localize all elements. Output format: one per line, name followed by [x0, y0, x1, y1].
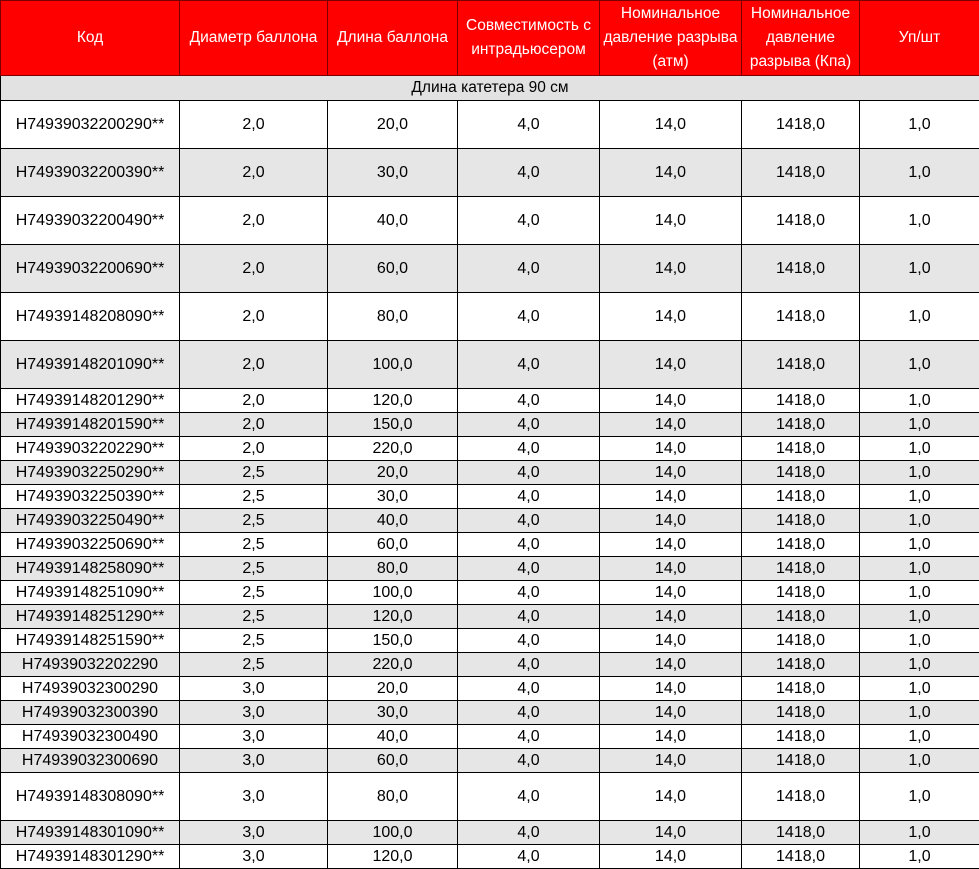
- table-row: [1, 749, 979, 773]
- cell-pack-qty: 1,0: [860, 341, 979, 389]
- cell-diameter: 2,0: [180, 293, 328, 341]
- cell-pressure-atm: 14,0: [600, 533, 742, 557]
- cell-pressure-kpa: 1418,0: [742, 821, 860, 845]
- cell-length: 150,0: [328, 629, 458, 653]
- table-row: [1, 605, 979, 629]
- cell-code: H74939032200390**: [1, 149, 180, 197]
- header-balloon-diameter: Диаметр баллона: [180, 1, 328, 76]
- header-introducer-compatibility: Совместимость с интрадьюсером: [458, 1, 600, 76]
- cell-length: 100,0: [328, 821, 458, 845]
- cell-pack-qty: 1,0: [860, 629, 979, 653]
- header-burst-pressure-atm: Номинальное давление разрыва (атм): [600, 1, 742, 76]
- cell-pressure-kpa: 1418,0: [742, 653, 860, 677]
- cell-code: H74939148301090**: [1, 821, 180, 845]
- table-row: [1, 581, 979, 605]
- cell-pack-qty: 1,0: [860, 389, 979, 413]
- table-row: [1, 677, 979, 701]
- cell-code: H74939032200690**: [1, 245, 180, 293]
- cell-pressure-kpa: 1418,0: [742, 533, 860, 557]
- cell-pressure-atm: 14,0: [600, 341, 742, 389]
- table-row: [1, 557, 979, 581]
- cell-diameter: 2,5: [180, 629, 328, 653]
- cell-length: 120,0: [328, 845, 458, 869]
- cell-pack-qty: 1,0: [860, 197, 979, 245]
- cell-diameter: 2,0: [180, 149, 328, 197]
- cell-diameter: 3,0: [180, 749, 328, 773]
- cell-pressure-atm: 14,0: [600, 437, 742, 461]
- cell-length: 30,0: [328, 149, 458, 197]
- cell-code: H74939032200290**: [1, 101, 180, 149]
- cell-compatibility: 4,0: [458, 605, 600, 629]
- table-row: [1, 821, 979, 845]
- table-row: [1, 629, 979, 653]
- cell-code: H74939148201090**: [1, 341, 180, 389]
- cell-code: H74939148308090**: [1, 773, 180, 821]
- cell-pack-qty: 1,0: [860, 533, 979, 557]
- cell-length: 40,0: [328, 509, 458, 533]
- cell-pressure-atm: 14,0: [600, 845, 742, 869]
- cell-pack-qty: 1,0: [860, 749, 979, 773]
- cell-diameter: 3,0: [180, 845, 328, 869]
- cell-pack-qty: 1,0: [860, 701, 979, 725]
- cell-pack-qty: 1,0: [860, 725, 979, 749]
- cell-pressure-kpa: 1418,0: [742, 845, 860, 869]
- cell-code: H74939032300490: [1, 725, 180, 749]
- table-row: [1, 389, 979, 413]
- cell-compatibility: 4,0: [458, 557, 600, 581]
- cell-pack-qty: 1,0: [860, 149, 979, 197]
- cell-code: H74939032300690: [1, 749, 180, 773]
- cell-pack-qty: 1,0: [860, 485, 979, 509]
- cell-code: H74939032300390: [1, 701, 180, 725]
- cell-pressure-kpa: 1418,0: [742, 509, 860, 533]
- cell-pack-qty: 1,0: [860, 677, 979, 701]
- cell-compatibility: 4,0: [458, 821, 600, 845]
- cell-pack-qty: 1,0: [860, 605, 979, 629]
- section-row: [1, 76, 979, 101]
- cell-diameter: 2,5: [180, 605, 328, 629]
- cell-pressure-kpa: 1418,0: [742, 557, 860, 581]
- cell-pressure-atm: 14,0: [600, 581, 742, 605]
- cell-pressure-atm: 14,0: [600, 725, 742, 749]
- cell-pack-qty: 1,0: [860, 293, 979, 341]
- cell-pressure-kpa: 1418,0: [742, 461, 860, 485]
- cell-compatibility: 4,0: [458, 677, 600, 701]
- table-row: [1, 701, 979, 725]
- cell-pack-qty: 1,0: [860, 461, 979, 485]
- cell-diameter: 3,0: [180, 821, 328, 845]
- cell-code: H74939032250690**: [1, 533, 180, 557]
- table-row: [1, 149, 979, 197]
- cell-length: 60,0: [328, 533, 458, 557]
- cell-length: 120,0: [328, 389, 458, 413]
- cell-compatibility: 4,0: [458, 101, 600, 149]
- cell-code: H74939148258090**: [1, 557, 180, 581]
- cell-pressure-atm: 14,0: [600, 509, 742, 533]
- cell-pressure-atm: 14,0: [600, 677, 742, 701]
- cell-diameter: 2,0: [180, 437, 328, 461]
- cell-pressure-kpa: 1418,0: [742, 485, 860, 509]
- cell-code: H74939032250390**: [1, 485, 180, 509]
- cell-diameter: 3,0: [180, 773, 328, 821]
- cell-pressure-kpa: 1418,0: [742, 413, 860, 437]
- header-burst-pressure-kpa: Номинальное давление разрыва (Кпа): [742, 1, 860, 76]
- cell-compatibility: 4,0: [458, 773, 600, 821]
- cell-compatibility: 4,0: [458, 581, 600, 605]
- cell-compatibility: 4,0: [458, 725, 600, 749]
- cell-pressure-atm: 14,0: [600, 389, 742, 413]
- cell-pressure-kpa: 1418,0: [742, 341, 860, 389]
- table-row: [1, 245, 979, 293]
- cell-length: 80,0: [328, 293, 458, 341]
- header-code: Код: [1, 1, 180, 76]
- cell-length: 20,0: [328, 461, 458, 485]
- cell-length: 60,0: [328, 749, 458, 773]
- table-row: [1, 845, 979, 869]
- cell-diameter: 3,0: [180, 725, 328, 749]
- cell-compatibility: 4,0: [458, 245, 600, 293]
- cell-length: 150,0: [328, 413, 458, 437]
- cell-length: 120,0: [328, 605, 458, 629]
- cell-code: H74939148208090**: [1, 293, 180, 341]
- cell-length: 40,0: [328, 197, 458, 245]
- table-row: [1, 653, 979, 677]
- cell-pressure-kpa: 1418,0: [742, 581, 860, 605]
- cell-length: 220,0: [328, 653, 458, 677]
- table-row: [1, 437, 979, 461]
- cell-pack-qty: 1,0: [860, 845, 979, 869]
- cell-diameter: 2,5: [180, 557, 328, 581]
- cell-pressure-kpa: 1418,0: [742, 725, 860, 749]
- cell-compatibility: 4,0: [458, 389, 600, 413]
- cell-diameter: 2,0: [180, 413, 328, 437]
- cell-pack-qty: 1,0: [860, 821, 979, 845]
- cell-pack-qty: 1,0: [860, 773, 979, 821]
- cell-pressure-atm: 14,0: [600, 557, 742, 581]
- cell-pressure-atm: 14,0: [600, 773, 742, 821]
- cell-pressure-kpa: 1418,0: [742, 629, 860, 653]
- table-row: [1, 197, 979, 245]
- cell-pressure-kpa: 1418,0: [742, 749, 860, 773]
- cell-pressure-atm: 14,0: [600, 293, 742, 341]
- cell-pressure-kpa: 1418,0: [742, 197, 860, 245]
- cell-code: H74939148201590**: [1, 413, 180, 437]
- cell-diameter: 3,0: [180, 701, 328, 725]
- table-row: [1, 509, 979, 533]
- cell-pressure-atm: 14,0: [600, 485, 742, 509]
- cell-length: 220,0: [328, 437, 458, 461]
- table-row: [1, 293, 979, 341]
- cell-length: 80,0: [328, 557, 458, 581]
- table-row: [1, 485, 979, 509]
- table-row: [1, 725, 979, 749]
- cell-pressure-atm: 14,0: [600, 149, 742, 197]
- cell-compatibility: 4,0: [458, 341, 600, 389]
- cell-code: H74939032250490**: [1, 509, 180, 533]
- cell-pressure-kpa: 1418,0: [742, 773, 860, 821]
- cell-length: 60,0: [328, 245, 458, 293]
- header-balloon-length: Длина баллона: [328, 1, 458, 76]
- cell-pack-qty: 1,0: [860, 581, 979, 605]
- cell-pack-qty: 1,0: [860, 101, 979, 149]
- cell-length: 30,0: [328, 701, 458, 725]
- cell-pressure-atm: 14,0: [600, 629, 742, 653]
- cell-diameter: 3,0: [180, 677, 328, 701]
- cell-pressure-atm: 14,0: [600, 461, 742, 485]
- cell-compatibility: 4,0: [458, 533, 600, 557]
- cell-pressure-atm: 14,0: [600, 749, 742, 773]
- table-row: [1, 461, 979, 485]
- cell-code: H74939032200490**: [1, 197, 180, 245]
- cell-length: 20,0: [328, 677, 458, 701]
- cell-length: 100,0: [328, 341, 458, 389]
- header-row: [1, 1, 979, 76]
- cell-pack-qty: 1,0: [860, 557, 979, 581]
- cell-pressure-atm: 14,0: [600, 413, 742, 437]
- cell-pressure-atm: 14,0: [600, 605, 742, 629]
- cell-compatibility: 4,0: [458, 629, 600, 653]
- table-row: [1, 533, 979, 557]
- cell-code: H74939148251290**: [1, 605, 180, 629]
- cell-length: 80,0: [328, 773, 458, 821]
- cell-length: 100,0: [328, 581, 458, 605]
- cell-pressure-kpa: 1418,0: [742, 677, 860, 701]
- cell-pack-qty: 1,0: [860, 437, 979, 461]
- cell-pressure-atm: 14,0: [600, 245, 742, 293]
- cell-compatibility: 4,0: [458, 749, 600, 773]
- cell-pressure-atm: 14,0: [600, 653, 742, 677]
- cell-code: H74939032202290**: [1, 437, 180, 461]
- cell-diameter: 2,0: [180, 245, 328, 293]
- cell-diameter: 2,5: [180, 461, 328, 485]
- cell-length: 40,0: [328, 725, 458, 749]
- cell-diameter: 2,0: [180, 101, 328, 149]
- cell-pressure-atm: 14,0: [600, 821, 742, 845]
- cell-diameter: 2,0: [180, 197, 328, 245]
- cell-pressure-kpa: 1418,0: [742, 149, 860, 197]
- cell-code: H74939032300290: [1, 677, 180, 701]
- cell-pressure-kpa: 1418,0: [742, 605, 860, 629]
- cell-compatibility: 4,0: [458, 653, 600, 677]
- cell-pack-qty: 1,0: [860, 245, 979, 293]
- cell-pack-qty: 1,0: [860, 653, 979, 677]
- cell-diameter: 2,5: [180, 581, 328, 605]
- cell-pressure-kpa: 1418,0: [742, 101, 860, 149]
- cell-code: H74939148301290**: [1, 845, 180, 869]
- cell-length: 20,0: [328, 101, 458, 149]
- cell-compatibility: 4,0: [458, 485, 600, 509]
- cell-pack-qty: 1,0: [860, 413, 979, 437]
- cell-compatibility: 4,0: [458, 461, 600, 485]
- cell-pressure-kpa: 1418,0: [742, 437, 860, 461]
- cell-compatibility: 4,0: [458, 293, 600, 341]
- cell-code: H74939148251590**: [1, 629, 180, 653]
- cell-code: H74939032202290: [1, 653, 180, 677]
- table-row: [1, 773, 979, 821]
- cell-diameter: 2,0: [180, 341, 328, 389]
- cell-compatibility: 4,0: [458, 845, 600, 869]
- cell-diameter: 2,5: [180, 533, 328, 557]
- cell-compatibility: 4,0: [458, 413, 600, 437]
- cell-diameter: 2,0: [180, 389, 328, 413]
- cell-diameter: 2,5: [180, 653, 328, 677]
- cell-compatibility: 4,0: [458, 701, 600, 725]
- cell-pressure-kpa: 1418,0: [742, 389, 860, 413]
- cell-pressure-atm: 14,0: [600, 197, 742, 245]
- cell-pressure-atm: 14,0: [600, 101, 742, 149]
- cell-compatibility: 4,0: [458, 509, 600, 533]
- section-label: Длина катетера 90 см: [1, 76, 979, 101]
- table-row: [1, 101, 979, 149]
- table-row: [1, 341, 979, 389]
- cell-pressure-atm: 14,0: [600, 701, 742, 725]
- cell-compatibility: 4,0: [458, 437, 600, 461]
- header-pack-qty: Уп/шт: [860, 1, 979, 76]
- cell-compatibility: 4,0: [458, 197, 600, 245]
- cell-pressure-kpa: 1418,0: [742, 293, 860, 341]
- cell-pressure-kpa: 1418,0: [742, 701, 860, 725]
- cell-diameter: 2,5: [180, 485, 328, 509]
- cell-length: 30,0: [328, 485, 458, 509]
- cell-code: H74939148201290**: [1, 389, 180, 413]
- cell-code: H74939148251090**: [1, 581, 180, 605]
- cell-code: H74939032250290**: [1, 461, 180, 485]
- cell-pack-qty: 1,0: [860, 509, 979, 533]
- cell-compatibility: 4,0: [458, 149, 600, 197]
- table-row: [1, 413, 979, 437]
- cell-pressure-kpa: 1418,0: [742, 245, 860, 293]
- cell-diameter: 2,5: [180, 509, 328, 533]
